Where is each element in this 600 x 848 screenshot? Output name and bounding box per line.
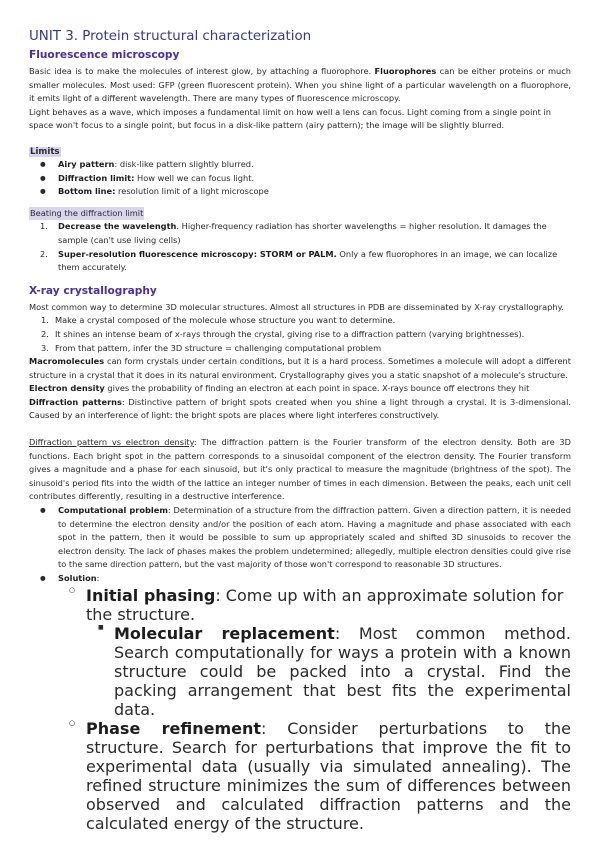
diffraction-patterns-paragraph: Diffraction patterns: Distinctive pattern of bright spots created when you shine a light through a crystal. It is 3-dimensional. Caused by an interference of light: the bright spots are places where light interferes constructively. — [29, 396, 571, 421]
list-item: ● Airy pattern: disk-like pattern slightly blurred. — [29, 158, 571, 172]
xray-steps-list — [29, 314, 571, 355]
list-item: 1. Decrease the wavelength. Higher-frequency radiation has shorter wavelengths = higher resolution. It damages the sample (can't use living cells) — [40, 221, 547, 245]
sub-list-item: ○ Initial phasing: Come up with an approximate solution for the structure. — [29, 586, 571, 624]
limits-heading: Limits — [30, 146, 60, 157]
fluorescence-intro: Basic idea is to make the molecules of interest glow, by attaching a fluorophore. Fluorophores can be either proteins or much smaller molecules. Most used: GFP (green fluorescent protein). When you shine light of a particular wavelength on a fluorophore, it emits light of a different wavelength. There are many types of fluorescence microscopy. — [29, 66, 572, 104]
beating-diffraction-heading: Beating the diffraction limit — [29, 207, 144, 221]
list-item: 3. From that pattern, infer the 3D structure = challenging computational problem — [41, 342, 382, 353]
fluorescence-section-title: Fluorescence microscopy — [29, 49, 180, 61]
unit-title: UNIT 3. Protein structural characterization — [29, 29, 312, 44]
xray-details-list — [29, 504, 571, 586]
light-wave-paragraph: Light behaves as a wave, which imposes a fundamental limit on how well a lens can focus. Light coming from a single point in space won't focus to a single point, but focus in a disk-like pattern (airy pattern); the image will be slightly blurred. — [29, 106, 551, 131]
pattern-vs-density-paragraph: Diffraction pattern vs electron density: The diffraction pattern is the Fourier transform of the electron density. Both are 3D functions. Each bright spot in the pattern corresponds to a sinusoidal component of the electron density. The Fourier transform gives a magnitude and a phase for each sinusoid, but it's only practical to measure the magnitude (brightness of the spot). The sinusoid's period fits into the width of the lattice an integer number of times in each dimension. Between the peaks, each unit cell contributes differently, resulting in a destructive interference. — [29, 437, 572, 502]
beating-list — [29, 220, 571, 274]
list-item: ● Solution: — [29, 572, 571, 586]
list-item: 2. It shines an intense beam of x-rays through the crystal, giving rise to a diffraction pattern (varying brightnesses). — [41, 328, 525, 339]
list-item: 1. Make a crystal composed of the molecule whose structure you want to determine. — [41, 315, 396, 326]
list-item: ● Computational problem: Determination of a structure from the diffraction pattern. Given a direction pattern, it is needed to determine the electron density and/or the position of each atom. Having a magnitude and phase associated with each spot in the pattern, then it would be possible to sum up appropriately scaled and shifted 3D sinusoids to recover the electron density. The lack of phases makes the problem undetermined; allegedly, multiple electron densities could give rise to the same direction pattern, but the vast majority of those won't correspond to reasonable 3D structures. — [29, 504, 571, 572]
xray-intro: Most common way to determine 3D molecular structures. Almost all structures in PDB are disseminated by X-ray crystallography. — [29, 301, 564, 312]
list-item: 2. Super-resolution fluorescence microscopy: STORM or PALM. Only a few fluorophores in an image, we can localize them accurately. — [40, 248, 558, 273]
limits-list — [29, 158, 571, 199]
sub-list-item: ○ Phase refinement: Consider perturbations to the structure. Search for perturbations that improve the fit to experimental data (usually via simulated annealing). The refined structure minimizes the sum of differences between observed and calculated diffraction patterns and the calculated energy of the structure. — [29, 719, 571, 833]
macromolecules-paragraph: Macromolecules can form crystals under certain conditions, but it is a hard process. Sometimes a molecule will adopt a different structure in a crystal that it does in its natural environment. Crystallography gives you a static snapshot of a molecule's structure. — [29, 356, 571, 380]
xray-section-title: X-ray crystallography — [29, 284, 157, 297]
electron-density-paragraph: Electron density gives the probability of finding an electron at each point in space. X-rays bounce off electrons they hit — [29, 383, 530, 394]
list-item: ● Diffraction limit: How well we can focus light. — [29, 172, 571, 186]
fluorophores-term: Fluorophores — [374, 66, 437, 76]
pattern-vs-density-heading: Diffraction pattern vs electron density — [29, 437, 194, 448]
list-item: ● Bottom line: resolution limit of a light microscope — [29, 185, 571, 199]
sub-sub-list-item: ■ Molecular replacement: Most common method. Search computationally for ways a protein with a known structure could be packed into a crystal. Find the packing arrangement that best fits the experimental data. — [29, 624, 571, 719]
